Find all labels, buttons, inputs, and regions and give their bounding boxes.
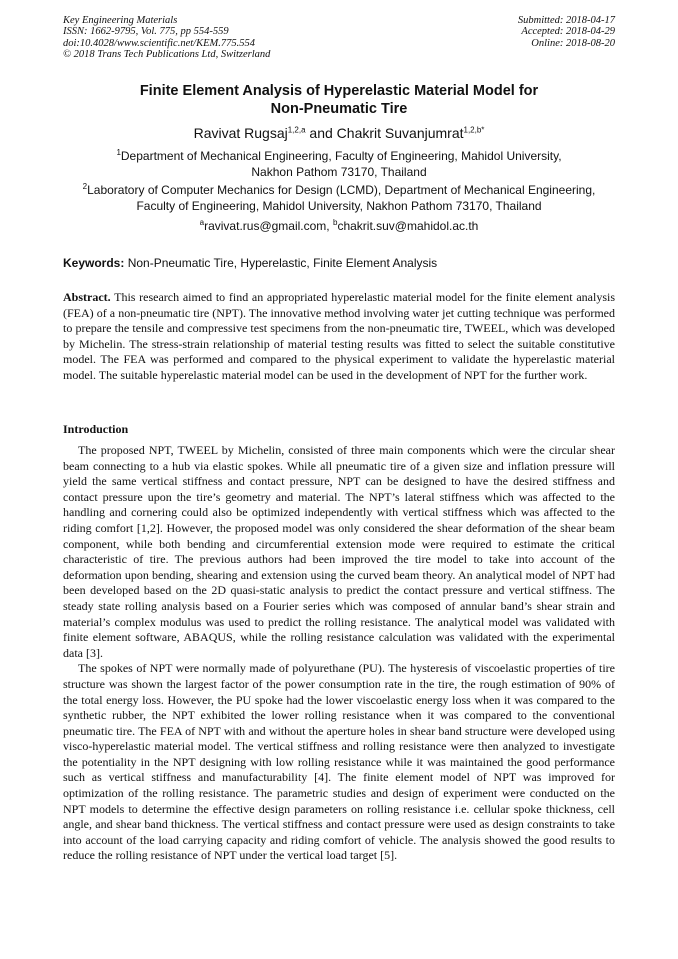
abstract-label: Abstract. [63, 290, 111, 304]
author-1: Ravivat Rugsaj [193, 125, 288, 141]
title-line-1: Finite Element Analysis of Hyperelastic Material Model for [139, 83, 539, 99]
publication-dates [518, 15, 615, 49]
issn-line: ISSN: 1662-9795, Vol. 775, pp 554-559 [63, 26, 229, 38]
submitted-date: Submitted: 2018-04-17 [517, 15, 615, 26]
author-line [63, 124, 615, 142]
author-connector: and [305, 125, 337, 141]
author-2-affil: 1,2,b* [463, 125, 485, 135]
affiliation-2-line-1: Laboratory of Computer Mechanics for Design (LCMD), Department of Mechanical Engineering, [87, 183, 596, 197]
online-date: Online: 2018-08-20 [531, 37, 615, 49]
intro-paragraph-1: The proposed NPT, TWEEL by Michelin, consisted of three main components which were the circular shear beam connecting to a hub via elastic spokes. While all pneumatic tire of a given size and inflation pressure will yield the same vertical stiffness and contact pressure, NPT can be designed to have the desired stiffness and contact pressure upon the tire’s geometry and material. The NPT’s lateral stiffness which was affected to the handling and cornering could also be optimized independently with vertical stiffness which was affected to the riding comfort [1,2]. However, the proposed model was only considered the shear deformation of the shear beam component, while both bending and circumferential extension mode were required to estimate the critical characteristic of tire. The previous authors had been improved the tire model to take into account of the deformation upon bending, shearing and extension using the curved beam theory. An analytical model of NPT had been developed based on the 2D quasi-static analysis to predict the contact pressure and vertical stiffness. The steady state rolling analysis based on a Fourier series which was composed of annular band’s shear strain and material’s complex modulus was used to predict the rolling resistance. The analytical model was validated with finite element software, ABAQUS, while the rolling resistance calculation was validated with the experimental data [3]. [63, 443, 615, 660]
affiliation-2-mark: 2 [82, 182, 88, 191]
title-line-2: Non-Pneumatic Tire [270, 101, 408, 117]
copyright-line: © 2018 Trans Tech Publications Ltd, Switzerland [63, 48, 271, 60]
introduction-body [63, 443, 615, 864]
author-1-affil: 1,2,a [287, 125, 306, 135]
author-2: Chakrit Suvanjumrat [336, 125, 464, 141]
affiliation-1 [63, 149, 615, 180]
abstract [63, 290, 615, 384]
email-a-mark: a [199, 218, 205, 227]
keywords-label: Keywords: [63, 256, 125, 270]
journal-header [63, 15, 270, 60]
introduction-heading: Introduction [63, 422, 129, 436]
accepted-date: Accepted: 2018-04-29 [521, 26, 615, 38]
doi-line: doi:10.4028/www.scientific.net/KEM.775.554 [63, 37, 255, 49]
keywords-text: Non-Pneumatic Tire, Hyperelastic, Finite Element Analysis [124, 256, 438, 270]
email-a: ravivat.rus@gmail.com, [204, 219, 333, 233]
paper-title [63, 82, 615, 118]
abstract-text: This research aimed to find an appropriated hyperelastic material model for the finite element analysis (FEA) of a non-pneumatic tire (NPT). The innovative method involving water jet cutting technique was performed to prepare the tensile and compressive test specimens from the non-pneumatic tire, TWEEL, which was developed by Michelin. The stress-strain relationship of material testing results was fitted to select the suitable constitutive model. The FEA was performed and compared to the physical experiment to validate the hyperelastic material model. The suitable hyperelastic material model can be used in the development of NPT for the further work. [63, 290, 615, 382]
affiliation-1-line-2: Nakhon Pathom 73170, Thailand [251, 164, 427, 179]
author-emails [63, 219, 615, 234]
affiliation-2-line-2: Faculty of Engineering, Mahidol University, Nakhon Pathom 73170, Thailand [136, 198, 542, 213]
journal-name: Key Engineering Materials [63, 15, 178, 26]
affiliation-1-line-1: Department of Mechanical Engineering, Faculty of Engineering, Mahidol University, [120, 149, 562, 163]
keywords [63, 256, 615, 271]
intro-paragraph-2: The spokes of NPT were normally made of polyurethane (PU). The hysteresis of viscoelastic properties of tire structure was shown the largest factor of the power consumption rate in the tire, the rough estimation of 90% of the total energy loss. However, the PU spoke had the lower viscoelastic energy loss when it was compared to the synthetic rubber, the NPT exhibited the lower rolling resistance when it was compared to the conventional pneumatic tire. The FEA of NPT with and without the aperture holes in shear band structure were developed using visco-hyperelastic material model. The vertical stiffness and rolling resistance were then analyzed to investigate the potentiality in the NPT designing with low rolling resistance while it was maintained the good performance such as vertical stiffness and manufacturability [4]. The finite element model of NPT was improved for optimization of the rolling resistance. The parametric studies and design of experiment were conducted on the NPT models to determine the effective design parameters on rolling resistance i.e. cellular spoke thickness, cell angle, and shear band thickness. The vertical stiffness and contact pressure were used as design constraints to take into account of the load carrying capacity and riding comfort of vehicle. The analysis showed the good results to reduce the rolling resistance of NPT under the vertical load target [5]. [63, 661, 615, 863]
email-b: chakrit.suv@mahidol.ac.th [337, 219, 479, 233]
affiliation-2 [63, 183, 615, 214]
affiliation-1-mark: 1 [116, 148, 121, 157]
email-b-mark: b [332, 218, 338, 227]
